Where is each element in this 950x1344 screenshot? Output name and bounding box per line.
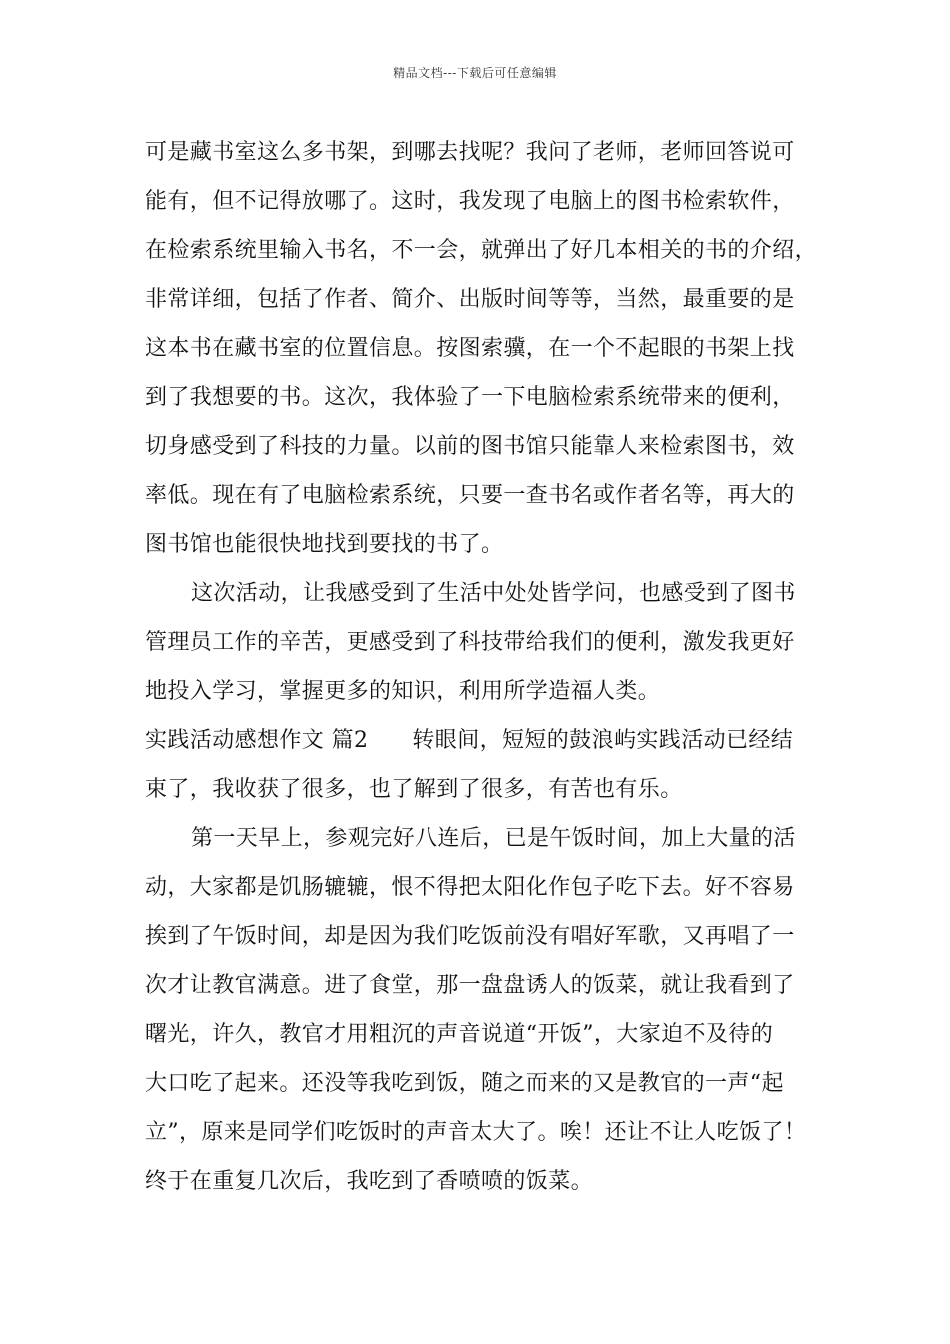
text-line: 非常详细，包括了作者、简介、出版时间等等，当然，最重要的是 [145, 287, 795, 312]
text-line: 次才让教官满意。进了食堂，那一盘盘诱人的饭菜，就让我看到了 [145, 973, 795, 998]
text-line: 切身感受到了科技的力量。以前的图书馆只能靠人来检索图书，效 [145, 434, 795, 459]
text-line: 率低。现在有了电脑检索系统，只要一查书名或作者名等，再大的 [145, 483, 795, 508]
text-line: 大口吃了起来。还没等我吃到饭，随之而来的又是教官的一声“起 [145, 1071, 784, 1096]
text-line: 地投入学习，掌握更多的知识，利用所学造福人类。 [145, 679, 661, 704]
text-line: 挨到了午饭时间，却是因为我们吃饭前没有唱好军歌，又再唱了一 [145, 924, 795, 949]
text-line: 终于在重复几次后，我吃到了香喷喷的饭菜。 [145, 1169, 594, 1194]
text-line: 这本书在藏书室的位置信息。按图索骥，在一个不起眼的书架上找 [145, 336, 795, 361]
page-header: 精品文档---下载后可任意编辑 [393, 66, 557, 80]
text-line: 动，大家都是饥肠辘辘，恨不得把太阳化作包子吃下去。好不容易 [145, 875, 795, 900]
text-line: 可是藏书室这么多书架，到哪去找呢？我问了老师，老师回答说可 [145, 140, 795, 165]
text-line: 立”，原来是同学们吃饭时的声音太大了。唉！还让不让人吃饭了！ [145, 1120, 807, 1145]
text-line: 在检索系统里输入书名，不一会，就弹出了好几本相关的书的介绍， [145, 238, 818, 263]
document-body [145, 128, 825, 1206]
paragraph-start-line: 这次活动，让我感受到了生活中处处皆学问，也感受到了图书 [191, 581, 796, 606]
section-title: 实践活动感想作文 篇2 [145, 728, 369, 753]
section-first-line: 转眼间，短短的鼓浪屿实践活动已经结 [412, 728, 794, 753]
text-line: 到了我想要的书。这次，我体验了一下电脑检索系统带来的便利， [145, 385, 795, 410]
text-line: 能有，但不记得放哪了。这时，我发现了电脑上的图书检索软件， [145, 189, 795, 214]
text-line: 图书馆也能很快地找到要找的书了。 [145, 532, 504, 557]
text-line: 管理员工作的辛苦，更感受到了科技带给我们的便利，激发我更好 [145, 630, 795, 655]
text-line: 曙光，许久，教官才用粗沉的声音说道“开饭”，大家迫不及待的 [145, 1022, 774, 1047]
section-heading-line [145, 716, 825, 765]
text-line: 束了，我收获了很多，也了解到了很多，有苦也有乐。 [145, 777, 683, 802]
paragraph-start-line: 第一天早上，参观完好八连后，已是午饭时间，加上大量的活 [191, 826, 796, 851]
